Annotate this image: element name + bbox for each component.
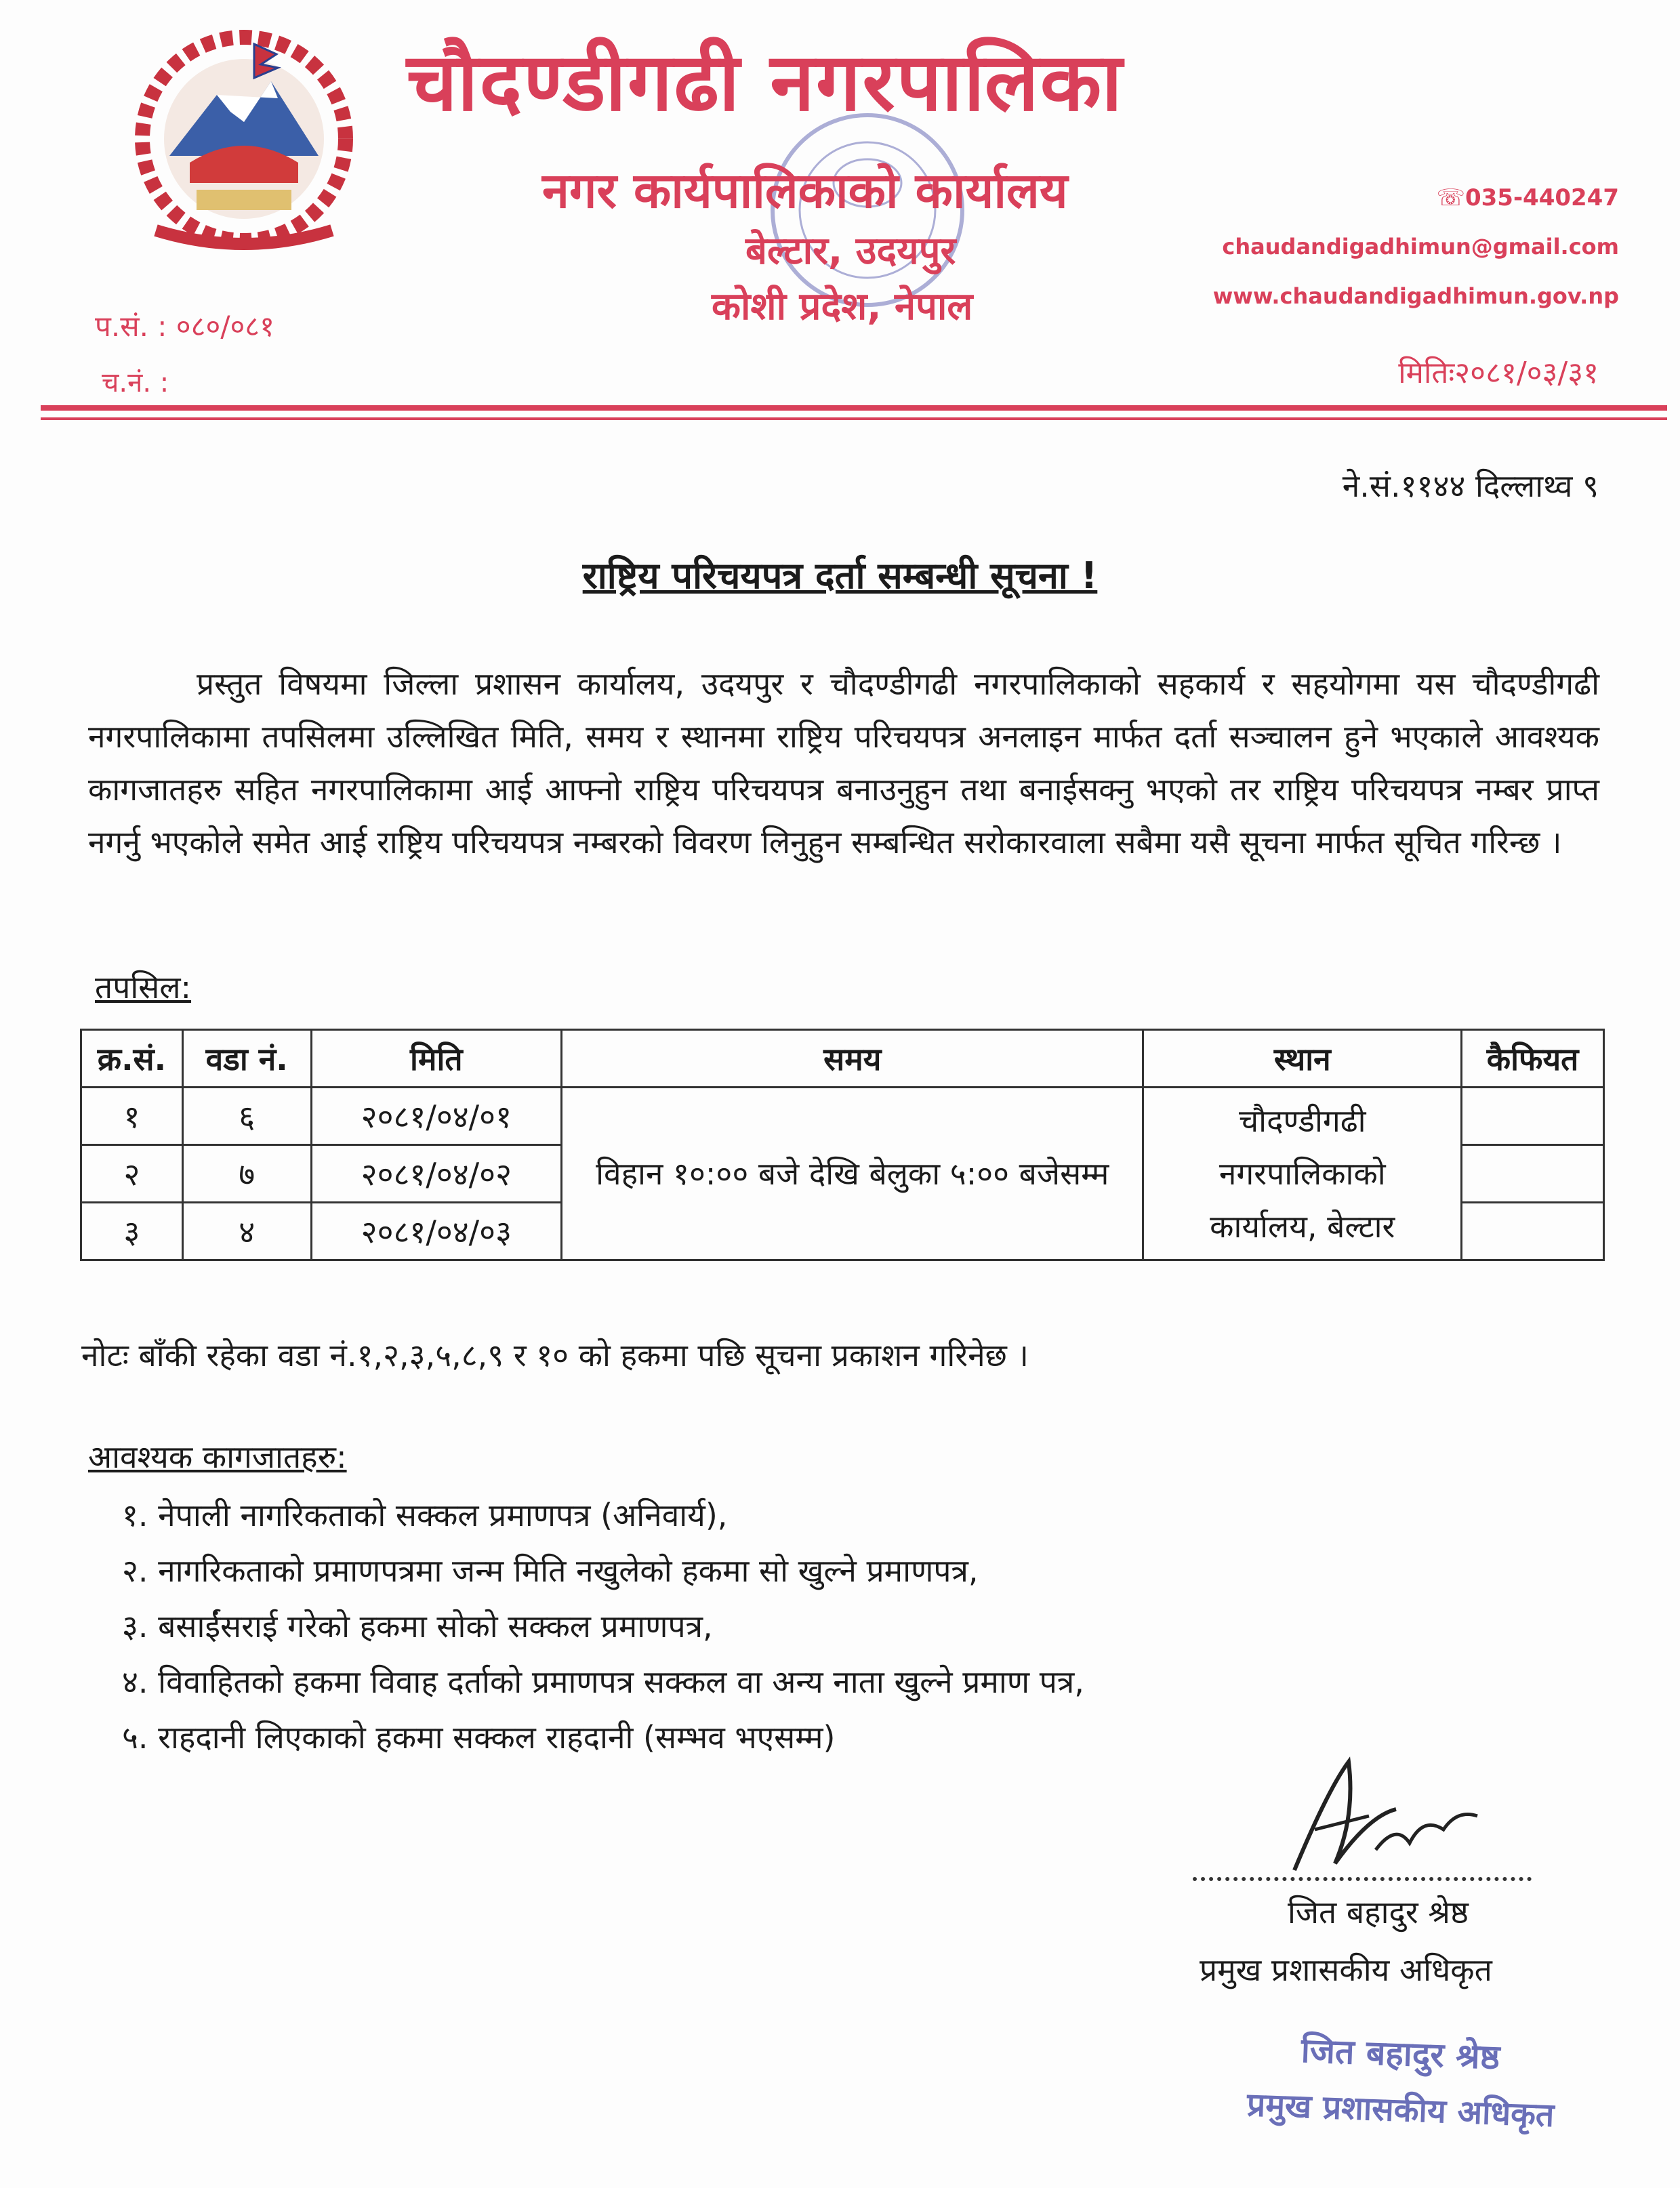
cell-date: २०८१/०४/०३	[311, 1203, 562, 1260]
cell-ward: ४	[182, 1203, 311, 1260]
table-row	[81, 1088, 1604, 1145]
stamp-designation: प्रमुख प्रशासकीय अधिकृत	[1246, 2086, 1555, 2134]
cell-place: चौदण्डीगढी नगरपालिकाको कार्यालय, बेल्टार	[1143, 1088, 1462, 1260]
address-line-2: कोशी प्रदेश, नेपाल	[712, 285, 973, 329]
header-time: समय	[562, 1030, 1143, 1088]
reference-number: प.सं. : ०८०/०८१	[95, 310, 274, 343]
notice-heading: राष्ट्रिय परिचयपत्र दर्ता सम्बन्धी सूचना !	[582, 554, 1098, 597]
cell-time: विहान १०:०० बजे देखि बेलुका ५:०० बजेसम्म	[562, 1088, 1143, 1260]
header-place: स्थान	[1143, 1030, 1462, 1088]
handwritten-signature	[1274, 1735, 1491, 1911]
schedule-table	[80, 1029, 1605, 1261]
municipality-title: चौदण्डीगढी नगरपालिका	[407, 35, 1124, 129]
header-ward: वडा नं.	[182, 1030, 311, 1088]
nepal-sambat-date: ने.सं.११४४ दिल्लाथ्व ९	[1342, 468, 1599, 504]
address-line-1: बेल्टार, उदयपुर	[745, 229, 956, 273]
required-documents-label: आवश्यक कागजातहरु:	[88, 1439, 347, 1475]
cell-remarks	[1462, 1145, 1604, 1203]
cell-ward: ६	[182, 1088, 311, 1145]
list-item: ५. राहदानी लिएकाको हकमा सक्कल राहदानी (सम्भव भएसम्म)	[122, 1719, 836, 1756]
nepal-emblem-logo	[115, 27, 373, 257]
required-documents-list	[122, 1487, 1084, 1765]
signatory-designation: प्रमुख प्रशासकीय अधिकृत	[1200, 1952, 1492, 1988]
cell-serial: १	[81, 1088, 183, 1145]
stamp-name: जित बहादुर श्रेष्ठ	[1300, 2030, 1501, 2078]
list-item: १. नेपाली नागरिकताको सक्कल प्रमाणपत्र (अनिवार्य),	[122, 1497, 728, 1533]
letter-date: मितिः२०८१/०३/३१	[1398, 356, 1599, 390]
cell-serial: २	[81, 1145, 183, 1203]
signatory-name: जित बहादुर श्रेष्ठ	[1288, 1894, 1469, 1931]
header-divider	[41, 405, 1667, 411]
office-name: नगर कार्यपालिकाको कार्यालय	[542, 162, 1068, 219]
table-header-row	[81, 1030, 1604, 1088]
header-date: मिति	[311, 1030, 562, 1088]
cell-date: २०८१/०४/०१	[311, 1088, 562, 1145]
cell-ward: ७	[182, 1145, 311, 1203]
cell-serial: ३	[81, 1203, 183, 1260]
cell-remarks	[1462, 1088, 1604, 1145]
website-url: www.chaudandigadhimun.gov.np	[1212, 283, 1619, 309]
email-address: chaudandigadhimun@gmail.com	[1222, 234, 1619, 260]
phone-number: ☏035-440247	[1436, 184, 1619, 211]
header-remarks: कैफियत	[1462, 1030, 1604, 1088]
dispatch-number: च.नं. :	[102, 367, 169, 398]
list-item: ४. विवाहितको हकमा विवाह दर्ताको प्रमाणपत्र सक्कल वा अन्य नाता खुल्ने प्रमाण पत्र,	[122, 1664, 1084, 1700]
cell-remarks	[1462, 1203, 1604, 1260]
signature-line	[1193, 1877, 1532, 1881]
list-item: २. नागरिकताको प्रमाणपत्रमा जन्म मिति नखुलेको हकमा सो खुल्ने प्रमाणपत्र,	[122, 1552, 979, 1589]
schedule-label: तपसिल:	[95, 969, 192, 1006]
header-serial: क्र.सं.	[81, 1030, 183, 1088]
notice-body-paragraph: प्रस्तुत विषयमा जिल्ला प्रशासन कार्यालय, उदयपुर र चौदण्डीगढी नगरपालिकाको सहकार्य र सहयोगमा यस चौदण्डीगढी नगरपालिकामा तपसिलमा उल्लिखित मिति, समय र स्थानमा राष्ट्रिय परिचयपत्र अनलाइन मार्फत दर्ता सञ्चालन हुने भएकाले आवश्यक कागजातहरु सहित नगरपालिकामा आई आफ्नो राष्ट्रिय परिचयपत्र बनाउनुहुन तथा बनाईसक्नु भएको तर राष्ट्रिय परिचयपत्र नम्बर प्राप्त नगर्नु भएकोले समेत आई राष्ट्रिय परिचयपत्र नम्बरको विवरण लिनुहुन सम्बन्धित सरोकारवाला सबैमा यसै सूचना मार्फत सूचित गरिन्छ ।	[88, 665, 1599, 861]
header-divider-thin	[41, 417, 1667, 420]
note-text: नोटः बाँकी रहेका वडा नं.१,२,३,५,८,९ र १० को हकमा पछि सूचना प्रकाशन गरिनेछ ।	[81, 1337, 1029, 1374]
cell-date: २०८१/०४/०२	[311, 1145, 562, 1203]
list-item: ३. बसाईंसराई गरेको हकमा सोको सक्कल प्रमाणपत्र,	[122, 1608, 713, 1645]
